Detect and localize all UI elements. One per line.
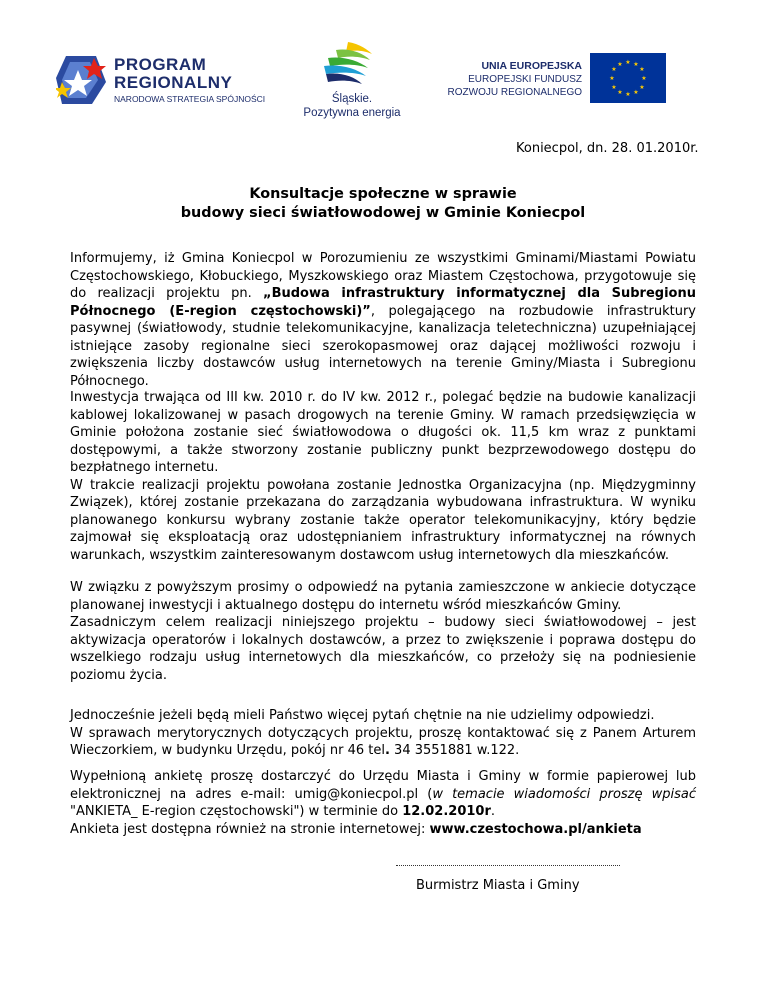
eu-line3: ROZWOJU REGIONALNEGO [447,87,582,98]
svg-text:★: ★ [611,84,617,91]
svg-text:★: ★ [633,61,639,68]
p1-text-a: Informujemy, iż Gmina Koniecpol w Porozumieniu ze wszystkimi Gminami/Miastami Powiatu Częstochowskiego, Kłobuckiego, Myszkowskiego oraz Miastem Częstochowa, przygotowuje się do realizacji projektu pn. [70,251,696,301]
p2-sentence1: Inwestycja trwająca od III kw. 2010 r. do IV kw. 2012 r., polegać będzie na budowie kanalizacji kablowej lokalizowanej w pasach drogowych na terenie Gminy. W ramach przedsięwzięcia w Gminie położona zostanie sieć światłowodowa o długości ok. 11,5 km wraz z punktami dostępowymi, a także stworzony zostanie publiczny punkt bezprzewodowego dostępu do bezpłatnego internetu. [70,390,696,475]
slaskie-slogan: Pozytywna energia [303,107,401,119]
eu-line1: UNIA EUROPEJSKA [481,60,582,72]
p3-sentence1: W związku z powyższym prosimy o odpowiedź na pytania zamieszczone w ankiecie dotyczące planowanej inwestycji i aktualnego dostępu do internetu wśród mieszkańców Gminy. [70,580,696,613]
p3-sentence2: Zasadniczym celem realizacji niniejszego projektu – budowy sieci światłowodowej – jest aktywizacja operatorów i lokalnych dostawców, a przez to zwiększenie i poprawa dostępu do wszelkiego rodzaju usług internetowych dla mieszkańców, co przełoży się na podniesienie poziomu życia. [70,615,696,683]
program-line1: PROGRAM [114,55,207,74]
paragraph-contact [70,707,696,760]
signature-title: Burmistrz Miasta i Gminy [416,878,580,893]
program-line2: REGIONALNY [114,73,233,92]
signature-line [396,865,620,867]
p4-bold-dot: . [384,743,390,758]
svg-text:★: ★ [625,59,631,66]
p5-text-b: "ANKIETA_ E-region częstochowski") w terminie do [70,804,403,819]
eu-flag-icon [590,53,666,103]
p4-sentence1: Jednocześnie jeżeli będą mieli Państwo więcej pytań chętnie na nie udzielimy odpowiedzi. [70,708,655,723]
p4-contact-text: W sprawach merytorycznych dotyczących projektu, proszę kontaktować się z Panem Arturem Wieczorkiem, w budynku Urzędu, pokój nr 46 tel [70,725,696,758]
slaskie-waves-icon [318,40,378,90]
svg-text:★: ★ [611,66,617,73]
program-regionalny-logo [56,50,276,110]
p5-website-text: Ankieta jest dostępna również na stronie internetowej: [70,821,430,837]
paragraph-investment [70,389,696,564]
letterhead [0,0,768,125]
svg-text:★: ★ [641,75,647,82]
slaskie-name: Śląskie. [331,93,373,105]
program-subtitle: NARODOWA STRATEGIA SPÓJNOŚCI [114,94,266,104]
svg-text:★: ★ [639,66,645,73]
eu-fund-text [440,60,582,99]
slaskie-logo [300,40,410,122]
svg-text:★: ★ [625,91,631,98]
paragraph-submission [70,768,696,838]
place-date: Koniecpol, dn. 28. 01.2010r. [516,141,699,156]
deadline-date: 12.02.2010r [402,804,491,819]
title-line1: Konsultacje społeczne w sprawie [249,186,517,202]
svg-text:★: ★ [633,89,639,96]
svg-text:★: ★ [617,61,623,68]
svg-text:★: ★ [617,89,623,96]
program-regionalny-title [114,56,232,92]
eu-line2: EUROPEJSKI FUNDUSZ [468,74,582,85]
paragraph-project-info [70,250,696,390]
p5-text-a: Wypełnioną ankietę proszę dostarczyć do Urzędu Miasta i Gminy w formie papierowej lub elektronicznej na adres e-mail: umig@koniecpol.pl ( [70,769,696,802]
title-line2: budowy sieci światłowodowej w Gminie Koniecpol [180,205,586,221]
p5-text-c: . [490,804,496,819]
contact-phone: 34 3551881 w.122. [389,743,520,758]
svg-text:★: ★ [609,75,615,82]
p2-sentence2: W trakcie realizacji projektu powołana zostanie Jednostka Organizacyjna (np. Międzygminny Związek), której zostanie przekazana do zarządzania wybudowana infrastruktura. W wyniku planowanego konkursu wybrany zostanie także operator telekomunikacyjny, który będzie zajmował się eksploatacją oraz udostępnianiem infrastruktury informatycznej na równych warunkach, wszystkim zainteresowanym dostawcom usług internetowych dla mieszkańców. [70,477,696,563]
document-title [70,185,696,223]
paragraph-survey-request [70,579,696,684]
survey-url-link[interactable]: www.czestochowa.pl/ankieta [429,821,642,837]
svg-text:★: ★ [639,84,645,91]
project-name: „Budowa infrastruktury informatycznej dla Subregionu Północnego (E-region częstochowski)” [70,286,696,319]
p1-text-b: , polegającego na rozbudowie infrastruktury pasywnej (światłowody, studnie telekomunikacyjne, kanalizacja teletechniczna) uzupełniającej istniejące zasoby regionalne sieci szerokopasmowej oraz dającej możliwości rozwoju i zwiększenia liczby dostawców usług internetowych na terenie Gminy/Miasta i Subregionu Północnego. [70,303,696,389]
program-regionalny-mark-icon [56,52,108,108]
p5-italic-note: w temacie wiadomości proszę wpisać [432,786,696,802]
